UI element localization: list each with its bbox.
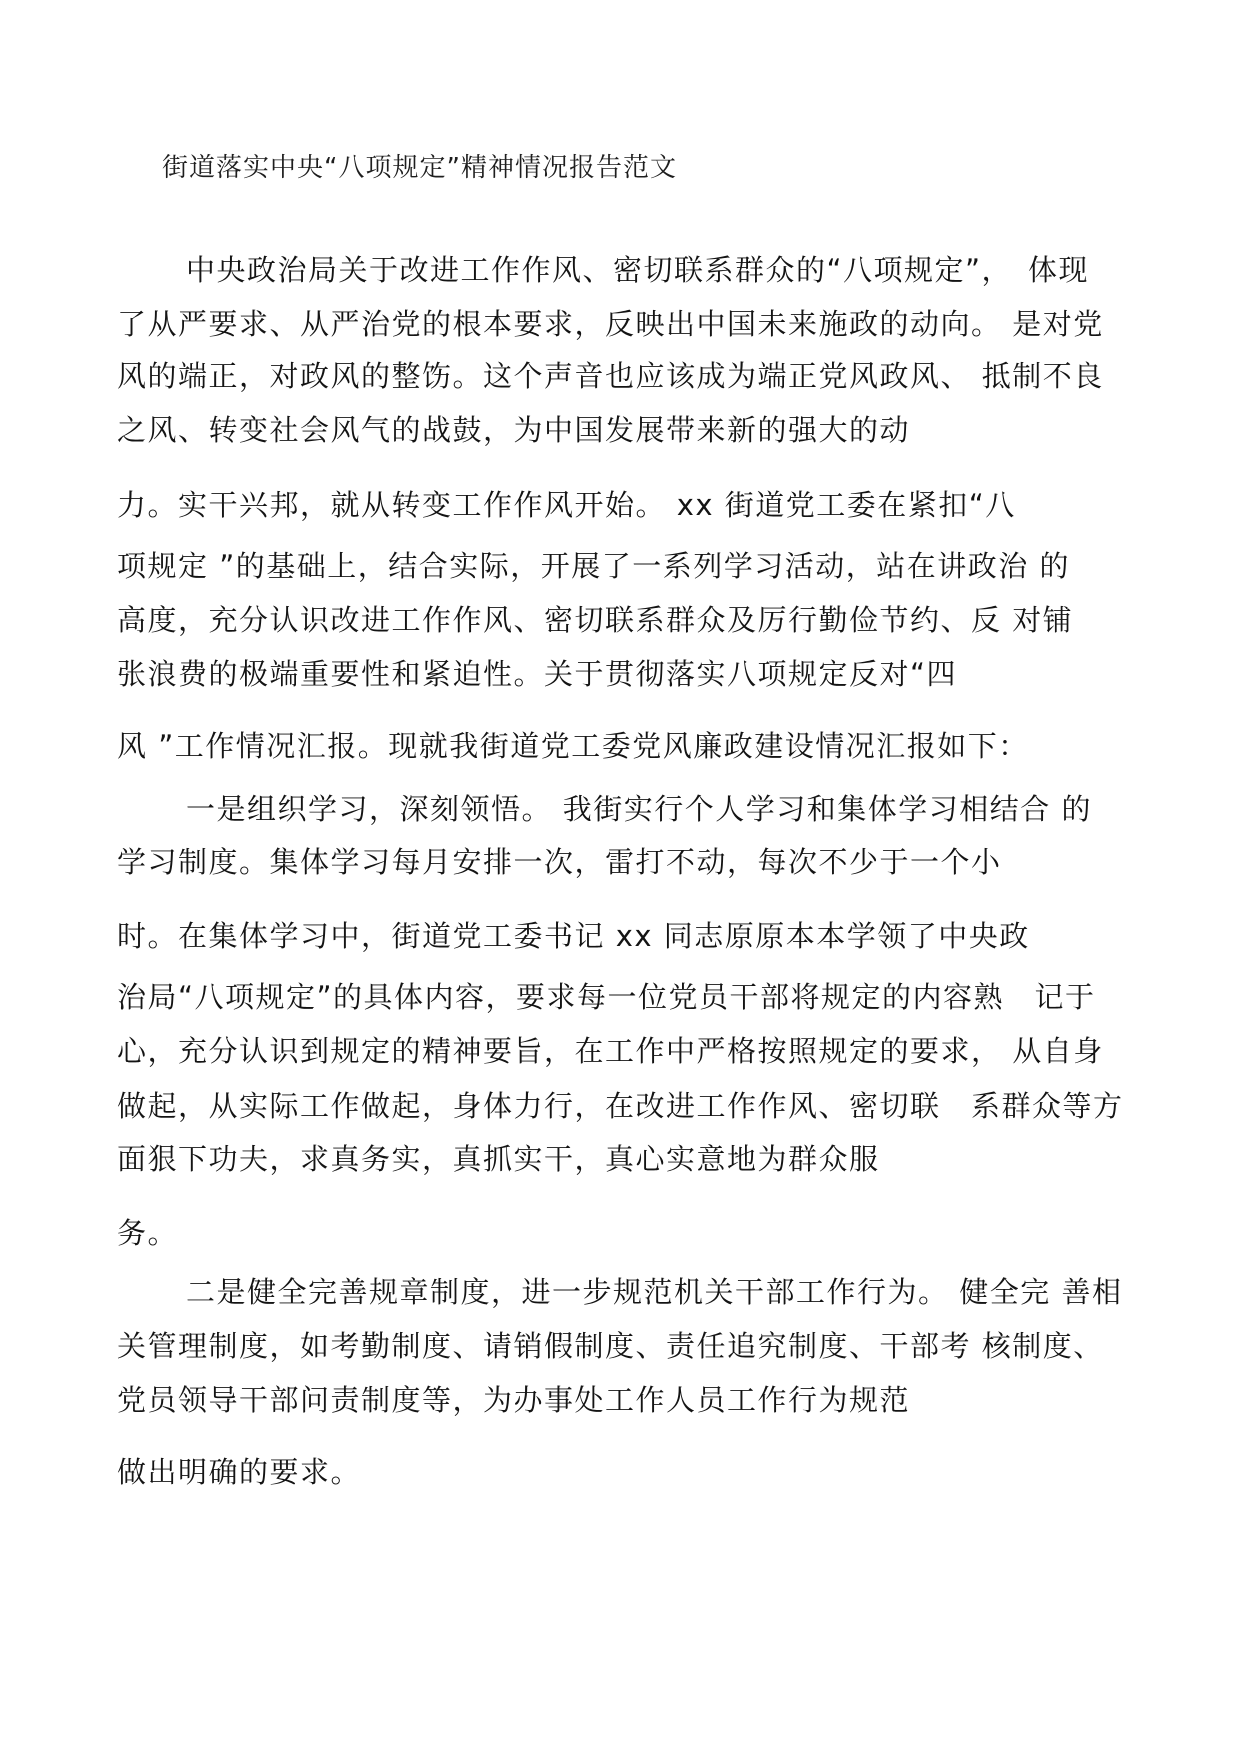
paragraph-line: 高度，充分认识改进工作作风、密切联系群众及厉行勤俭节约、反 对铺: [117, 603, 1074, 637]
paragraph-line: 党员领导干部问责制度等，为办事处工作人员工作行为规范: [117, 1383, 911, 1417]
paragraph-line: 务。: [117, 1216, 179, 1250]
paragraph-line: 学习制度。集体学习每月安排一次，雷打不动，每次不少于一个小: [117, 845, 1002, 879]
paragraph-line: 心，充分认识到规定的精神要旨，在工作中严格按照规定的要求， 从自身: [117, 1034, 1104, 1068]
paragraph-line: 中央政治局关于改进工作作风、密切联系群众的“八项规定”， 体现: [186, 253, 1090, 287]
paragraph-line: 做起，从实际工作做起，身体力行，在改进工作作风、密切联 系群众等方: [117, 1089, 1124, 1123]
paragraph-line: 风的端正，对政风的整饬。这个声音也应该成为端正党风政风、 抵制不良: [117, 359, 1104, 393]
document-title: 街道落实中央“八项规定”精神情况报告范文: [162, 153, 677, 183]
paragraph-line: 面狠下功夫，求真务实，真抓实干，真心实意地为群众服: [117, 1142, 880, 1176]
paragraph-line: 了从严要求、从严治党的根本要求，反映出中国未来施政的动向。 是对党: [117, 307, 1104, 341]
paragraph-line: 时。在集体学习中，街道党工委书记 xx 同志原原本本学领了中央政: [117, 919, 1030, 953]
paragraph-line: 关管理制度，如考勤制度、请销假制度、责任追究制度、干部考 核制度、: [117, 1329, 1104, 1363]
paragraph-line: 之风、转变社会风气的战鼓，为中国发展带来新的强大的动: [117, 413, 911, 447]
paragraph-line: 风 ”工作情况汇报。现就我街道党工委党风廉政建设情况汇报如下：: [117, 729, 1029, 763]
paragraph-line: 二是健全完善规章制度，进一步规范机关干部工作行为。 健全完 善相: [186, 1275, 1123, 1309]
paragraph-line: 项规定 ”的基础上，结合实际，开展了一系列学习活动，站在讲政治 的: [117, 549, 1070, 583]
paragraph-line: 做出明确的要求。: [117, 1455, 362, 1489]
paragraph-line: 张浪费的极端重要性和紧迫性。关于贯彻落实八项规定反对“四: [117, 657, 958, 691]
paragraph-line: 力。实干兴邦，就从转变工作作风开始。 xx 街道党工委在紧扣“八: [117, 488, 1016, 522]
paragraph-line: 治局“八项规定”的具体内容，要求每一位党员干部将规定的内容熟 记于: [117, 980, 1096, 1014]
paragraph-line: 一是组织学习，深刻领悟。 我街实行个人学习和集体学习相结合 的: [186, 792, 1092, 826]
